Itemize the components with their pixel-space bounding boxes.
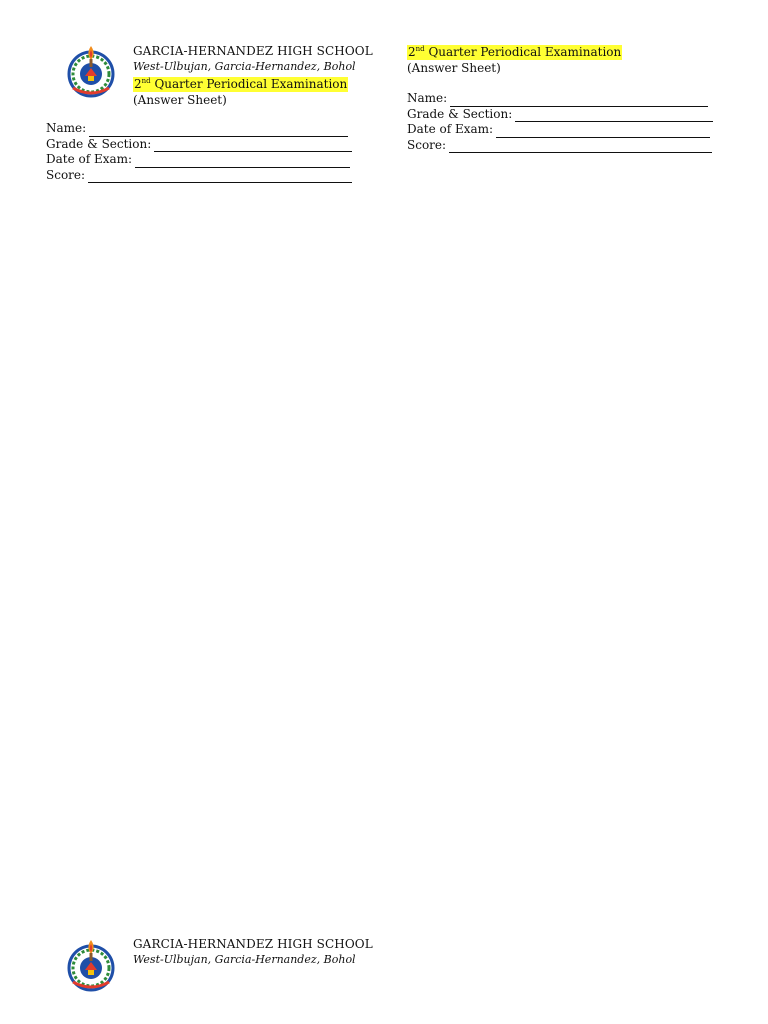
school-name: GARCIA-HERNANDEZ HIGH SCHOOL	[133, 44, 373, 58]
exam-subtitle: (Answer Sheet)	[407, 61, 501, 75]
grade-section-label: Grade & Section:	[407, 106, 513, 121]
student-fields-right	[407, 91, 713, 153]
name-label: Name:	[407, 91, 448, 105]
exam-ordinal-suffix: nd	[141, 77, 151, 85]
date-of-exam-label: Date of Exam:	[46, 152, 133, 167]
score-field[interactable]	[407, 138, 713, 154]
name-blank[interactable]	[450, 96, 708, 107]
score-field[interactable]	[46, 168, 352, 184]
grade-section-field[interactable]	[407, 107, 713, 123]
school-address: West-Ulbujan, Garcia-Hernandez, Bohol	[133, 953, 356, 966]
school-name: GARCIA-HERNANDEZ HIGH SCHOOL	[133, 937, 373, 951]
name-field[interactable]	[46, 121, 352, 137]
exam-title	[407, 45, 622, 60]
date-of-exam-label: Date of Exam:	[407, 122, 494, 137]
exam-title-text: Quarter Periodical Examination	[424, 45, 622, 59]
name-blank[interactable]	[89, 126, 348, 137]
grade-section-blank[interactable]	[154, 141, 352, 152]
exam-ordinal-suffix: nd	[415, 45, 425, 53]
exam-title-text: Quarter Periodical Examination	[150, 77, 348, 91]
date-of-exam-blank[interactable]	[135, 157, 350, 168]
school-seal-icon	[63, 936, 119, 992]
grade-section-blank[interactable]	[515, 111, 713, 122]
score-blank[interactable]	[88, 172, 352, 183]
school-header	[133, 43, 373, 108]
exam-ordinal-number: 2	[408, 45, 416, 59]
exam-header-right	[407, 43, 622, 76]
exam-title	[133, 77, 348, 92]
score-blank[interactable]	[449, 142, 712, 153]
score-label: Score:	[407, 137, 447, 152]
grade-section-field[interactable]	[46, 137, 352, 153]
date-of-exam-field[interactable]	[46, 152, 352, 168]
school-seal-icon	[63, 42, 119, 98]
name-label: Name:	[46, 121, 87, 135]
school-address: West-Ulbujan, Garcia-Hernandez, Bohol	[133, 60, 356, 73]
score-label: Score:	[46, 167, 86, 182]
student-fields-left	[46, 121, 352, 183]
grade-section-label: Grade & Section:	[46, 136, 152, 151]
school-footer-header	[133, 936, 373, 968]
exam-subtitle: (Answer Sheet)	[133, 93, 227, 107]
date-of-exam-field[interactable]	[407, 122, 713, 138]
date-of-exam-blank[interactable]	[496, 127, 710, 138]
name-field[interactable]	[407, 91, 713, 107]
exam-ordinal-number: 2	[134, 77, 142, 91]
